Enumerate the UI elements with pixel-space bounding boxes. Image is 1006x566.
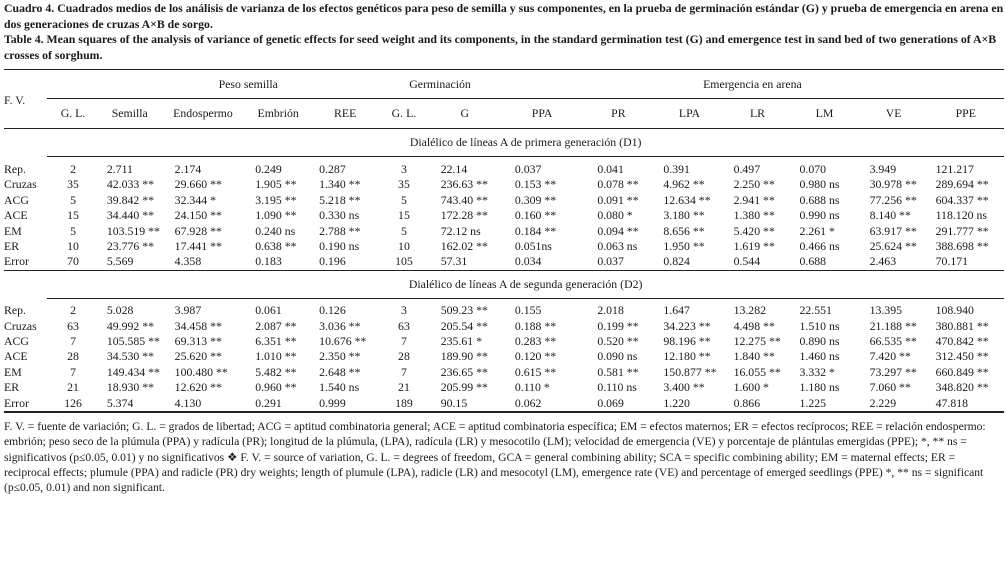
table-cell: 2.463 [860,254,928,270]
table-cell: 2.941 ** [733,192,775,207]
table-cell: 34.458 ** [174,318,222,333]
table-cell: 7 [401,364,407,379]
table-cell: 0.037 [583,254,653,270]
table-cell: 1.600 * [733,380,769,395]
table-cell: 205.99 ** [440,380,488,395]
caption-es [4,0,1004,32]
column-header: G. L. [47,99,99,129]
section-title: Dialélico de líneas A de primera generación (D1) [47,129,1004,157]
table-cell: 5.028 [106,303,134,318]
table-cell: 70 [47,254,99,270]
table-cell: 236.63 ** [440,177,488,192]
table-cell: 3 [401,162,407,177]
table-cell: 0.287 [319,162,346,177]
column-header: Endospermo [161,99,246,129]
table-cell: 39.842 ** [106,192,155,207]
table-cell: 0.160 ** [514,208,557,223]
table-cell: 8.656 ** [663,223,705,238]
table-cell: 0.497 [733,162,761,177]
table-cell: 5 [70,223,77,238]
table-cell: 660.849 ** [935,364,989,379]
table-cell: 2.350 ** [319,349,361,364]
table-cell: 6.351 ** [255,334,297,349]
table-cell: 105 [379,254,428,270]
column-header: LM [789,99,859,129]
table-cell: 0.688 [789,254,859,270]
table-cell: 2.261 * [799,223,835,238]
table-cell: 22.14 [440,162,468,177]
column-header: PPA [501,99,583,129]
table-cell: 0.890 ns [799,334,840,349]
table-cell: 0.309 ** [514,192,557,207]
footnote: F. V. = fuente de variación; G. L. = grados de libertad; ACG = aptitud combinatoria general; ACE = aptitud combinatoria específica; EM = efectos maternos; ER = efectos recíprocos; REE = relación endospermo: embrión; peso seco de la plúmula (PPA) y radícula (PR); longitud de la plúmula, (LPA), radícula (LR) y mesocotilo (LM); velocidad de emergencia (VE) y porcentaje de plántulas emergidas (PPE); *, ** ns = significativos (p≤0.05, 0.01) y no significativos ❖ F. V. = source of variation, G. L. = degrees of freedom, GCA = general combining ability; SCA = specific combining ability; EM = maternal effects; ER = reciprocal effects; plumule (PPA) and radicle (PR) dry weights; length of plumule (LPA), radicle (LR) and mesocotyl (LM), emergence rate (VE) and percentage of emerged seedlings (PPE) *, ** ns = significant (p≤0.05, 0.01) and non significant. [4,412,1004,496]
table-cell: 0.688 ns [799,192,840,207]
table-cell: 1.090 ** [255,208,297,223]
table-cell: 98.196 ** [663,334,711,349]
table-cell: 0.990 ns [799,208,840,223]
row-source: Rep. [4,162,26,177]
column-header: VE [860,99,928,129]
table-row [4,193,1004,208]
table-cell: 0.240 ns [255,223,296,238]
table-cell: 0.199 ** [597,318,639,333]
column-header: Semilla [99,99,161,129]
table-cell: 21 [398,380,410,395]
table-cell: 0.051ns [514,239,552,254]
table-cell: 7 [401,334,407,349]
table-cell: 162.02 ** [440,239,488,254]
table-cell: 509.23 ** [440,303,488,318]
table-cell: 118.120 ns [935,208,987,223]
header-group-seed: Peso semilla [218,76,278,91]
table-cell: 66.535 ** [869,334,917,349]
table-cell: 2.087 ** [255,318,297,333]
table-cell: 1.225 [789,395,859,411]
section-title: Dialélico de líneas A de segunda generación (D2) [47,270,1004,298]
row-source: Cruzas [4,318,37,333]
table-cell: 0.070 [799,162,827,177]
table-cell: 3.400 ** [663,380,705,395]
table-cell: 348.820 ** [935,380,989,395]
table-cell: 28 [398,349,410,364]
table-cell: 0.110 * [514,380,550,395]
column-header: G [429,99,501,129]
column-header: PR [583,99,653,129]
table-cell: 5 [401,223,407,238]
table-row [4,239,1004,254]
table-cell: 72.12 ns [440,223,481,238]
table-cell: 15 [67,208,79,223]
table-cell: 34.530 ** [106,349,155,364]
table-cell: 0.249 [255,162,282,177]
header-fv: F. V. [4,70,47,129]
table-cell: 23.776 ** [106,239,155,254]
table-cell: 3.180 ** [663,208,705,223]
table-cell: 8.140 ** [869,208,911,223]
row-source: ER [4,239,20,254]
page [4,0,1004,496]
table-cell: 18.930 ** [106,380,155,395]
table-cell: 0.196 [311,254,379,270]
table-cell: 1.840 ** [733,349,775,364]
table-cell: 1.460 ns [799,349,840,364]
table-cell: 2.250 ** [733,177,775,192]
table-cell: 12.620 ** [174,380,222,395]
table-cell: 5.218 ** [319,192,361,207]
table-cell: 1.950 ** [663,239,705,254]
column-header: Embrión [245,99,311,129]
table-cell: 5.482 ** [255,364,297,379]
table-cell: 0.034 [501,254,583,270]
row-source: EM [4,223,22,238]
table-cell: 126 [47,395,99,411]
table-cell: 0.960 ** [255,380,297,395]
table-cell: 13.282 [733,303,767,318]
table-cell: 73.297 ** [869,364,917,379]
row-source: Rep. [4,303,26,318]
table-cell: 1.619 ** [733,239,775,254]
column-header-row [4,99,1004,129]
table-cell: 0.110 ns [597,380,637,395]
table-cell: 5.569 [99,254,161,270]
table-cell: 35 [398,177,410,192]
table-cell: 0.094 ** [597,223,639,238]
table-cell: 0.062 [501,395,583,411]
table-cell: 0.999 [311,395,379,411]
table-cell: 70.171 [928,254,1004,270]
table-cell: 34.223 ** [663,318,711,333]
table-cell: 30.978 ** [869,177,917,192]
table-cell: 0.126 [319,303,346,318]
table-cell: 2.711 [106,162,133,177]
table-cell: 388.698 ** [935,239,989,254]
row-source: EM [4,364,22,379]
table-cell: 13.395 [869,303,903,318]
table-cell: 1.220 [653,395,725,411]
table-cell: 3 [401,303,407,318]
table-cell: 12.180 ** [663,349,711,364]
table-cell: 7.060 ** [869,380,911,395]
table-cell: 0.153 ** [514,177,557,192]
table-cell: 4.358 [161,254,246,270]
table-cell: 0.824 [653,254,725,270]
caption-es-label: Cuadro 4. [4,1,55,15]
table-cell: 47.818 [928,395,1004,411]
table-cell: 0.980 ns [799,177,840,192]
table-cell: 12.275 ** [733,334,781,349]
table-cell: 0.466 ns [799,239,840,254]
table-cell: 2.018 [597,303,624,318]
table-cell: 24.150 ** [174,208,222,223]
row-source: ACE [4,349,28,364]
table-cell: 172.28 ** [440,208,488,223]
table-cell: 0.090 ns [597,349,638,364]
table-cell: 42.033 ** [106,177,155,192]
table-cell: 150.877 ** [663,364,717,379]
table-cell: 4.498 ** [733,318,775,333]
table-cell: 121.217 [935,162,974,177]
row-source: ACG [4,192,29,207]
table-cell: 0.091 ** [597,192,639,207]
table-row [4,395,1004,411]
table-cell: 0.063 ns [597,239,638,254]
table-cell: 3.987 [174,303,202,318]
table-row [4,162,1004,177]
table-cell: 63 [67,318,79,333]
table-cell: 16.055 ** [733,364,781,379]
table-cell: 63.917 ** [869,223,917,238]
row-source: ACE [4,208,28,223]
table-cell: 57.31 [429,254,501,270]
table-cell: 17.441 ** [174,239,222,254]
row-source: ACG [4,334,29,349]
table-row [4,177,1004,192]
table-cell: 0.544 [726,254,790,270]
table-row [4,365,1004,380]
caption-en-text: Mean squares of the analysis of variance of genetic effects for seed weight and its components, in the standard germination test (G) and emergence test in sand bed of two generations of A×B crosses of sorghum. [4,32,997,62]
table-cell: 49.992 ** [106,318,155,333]
table-row [4,223,1004,238]
table-cell: 90.15 [429,395,501,411]
table-row [4,254,1004,270]
header-group-germ: Germinación [409,76,471,91]
table-cell: 21.188 ** [869,318,917,333]
table-cell: 149.434 ** [106,364,160,379]
table-cell: 291.777 ** [935,223,989,238]
table-cell: 7 [70,364,77,379]
caption-en [4,32,1004,63]
table-cell: 0.120 ** [514,349,557,364]
table-cell: 205.54 ** [440,318,488,333]
table-cell: 236.65 ** [440,364,488,379]
row-source: Error [4,254,47,270]
table-cell: 0.155 [514,303,542,318]
table-cell: 77.256 ** [869,192,917,207]
table-cell: 2.788 ** [319,223,361,238]
table-cell: 4.130 [161,395,246,411]
table-cell: 0.190 ns [319,239,360,254]
table-cell: 1.010 ** [255,349,297,364]
table-cell: 0.037 [514,162,542,177]
table-cell: 3.332 * [799,364,835,379]
table-row [4,319,1004,334]
table-cell: 35 [67,177,79,192]
table-cell: 0.638 ** [255,239,297,254]
row-source: ER [4,380,20,395]
table-cell: 28 [67,349,79,364]
table-cell: 1.380 ** [733,208,775,223]
table-cell: 0.188 ** [514,318,557,333]
row-source: Error [4,395,47,411]
table-cell: 3.949 [869,162,897,177]
table-cell: 34.440 ** [106,208,155,223]
table-cell: 1.905 ** [255,177,297,192]
table-cell: 235.61 * [440,334,482,349]
row-source: Cruzas [4,177,37,192]
table-row [4,380,1004,395]
table-row [4,208,1004,223]
table-cell: 25.620 ** [174,349,222,364]
table-cell: 7.420 ** [869,349,911,364]
table-row [4,349,1004,364]
table-cell: 3.036 ** [319,318,361,333]
table-cell: 289.694 ** [935,177,989,192]
table-cell: 10 [398,239,410,254]
table-cell: 0.520 ** [597,334,639,349]
column-header: PPE [928,99,1004,129]
table-cell: 103.519 ** [106,223,160,238]
table-cell: 108.940 [935,303,974,318]
table-cell: 29.660 ** [174,177,222,192]
table-row [4,303,1004,318]
table-cell: 67.928 ** [174,223,222,238]
table-cell: 189 [379,395,428,411]
table-cell: 0.061 [255,303,282,318]
table-cell: 470.842 ** [935,334,989,349]
table-cell: 1.340 ** [319,177,361,192]
column-header: REE [311,99,379,129]
anova-table [4,69,1004,411]
table-cell: 0.080 * [597,208,633,223]
column-header: LR [726,99,790,129]
table-cell: 2 [70,303,77,318]
table-cell: 0.330 ns [319,208,360,223]
table-row [4,334,1004,349]
table-cell: 0.078 ** [597,177,639,192]
table-cell: 69.313 ** [174,334,222,349]
table-cell: 12.634 ** [663,192,711,207]
table-cell: 0.391 [663,162,690,177]
table-cell: 189.90 ** [440,349,488,364]
table-cell: 743.40 ** [440,192,488,207]
table-cell: 5 [401,192,407,207]
table-cell: 15 [398,208,410,223]
column-header: LPA [653,99,725,129]
table-cell: 0.041 [597,162,624,177]
column-header: G. L. [379,99,428,129]
table-cell: 1.647 [663,303,690,318]
table-cell: 1.180 ns [799,380,840,395]
caption-en-label: Table 4. [4,32,44,47]
table-cell: 2.174 [174,162,202,177]
table-cell: 2.229 [860,395,928,411]
table-cell: 4.962 ** [663,177,705,192]
table-cell: 1.540 ns [319,380,360,395]
table-cell: 2 [70,162,77,177]
table-cell: 25.624 ** [869,239,917,254]
table-cell: 0.581 ** [597,364,639,379]
table-cell: 0.069 [583,395,653,411]
table-cell: 604.337 ** [935,192,989,207]
header-group-emerg: Emergencia en arena [703,76,802,91]
table-cell: 100.480 ** [174,364,228,379]
table-cell: 0.183 [245,254,311,270]
table-cell: 21 [67,380,79,395]
table-cell: 0.283 ** [514,334,557,349]
table-cell: 0.866 [726,395,790,411]
table-cell: 3.195 ** [255,192,297,207]
table-cell: 63 [398,318,410,333]
table-cell: 105.585 ** [106,334,160,349]
table-cell: 380.881 ** [935,318,989,333]
table-cell: 312.450 ** [935,349,989,364]
table-cell: 0.184 ** [514,223,557,238]
table-cell: 5.420 ** [733,223,775,238]
table-cell: 22.551 [799,303,832,318]
table-cell: 10 [67,239,79,254]
table-cell: 1.510 ns [799,318,840,333]
table-cell: 5.374 [99,395,161,411]
table-cell: 5 [70,192,77,207]
table-cell: 0.291 [245,395,311,411]
table-cell: 2.648 ** [319,364,361,379]
table-cell: 10.676 ** [319,334,367,349]
table-cell: 0.615 ** [514,364,557,379]
table-cell: 32.344 * [174,192,216,207]
caption-es-text: Cuadrados medios de los análisis de varianza de los efectos genéticos para peso de semilla y sus componentes, en la prueba de germinación estándar (G) y prueba de emergencia en arena en dos generaciones de cruzas A×B de sorgo. [4,1,1004,31]
table-cell: 7 [70,334,77,349]
